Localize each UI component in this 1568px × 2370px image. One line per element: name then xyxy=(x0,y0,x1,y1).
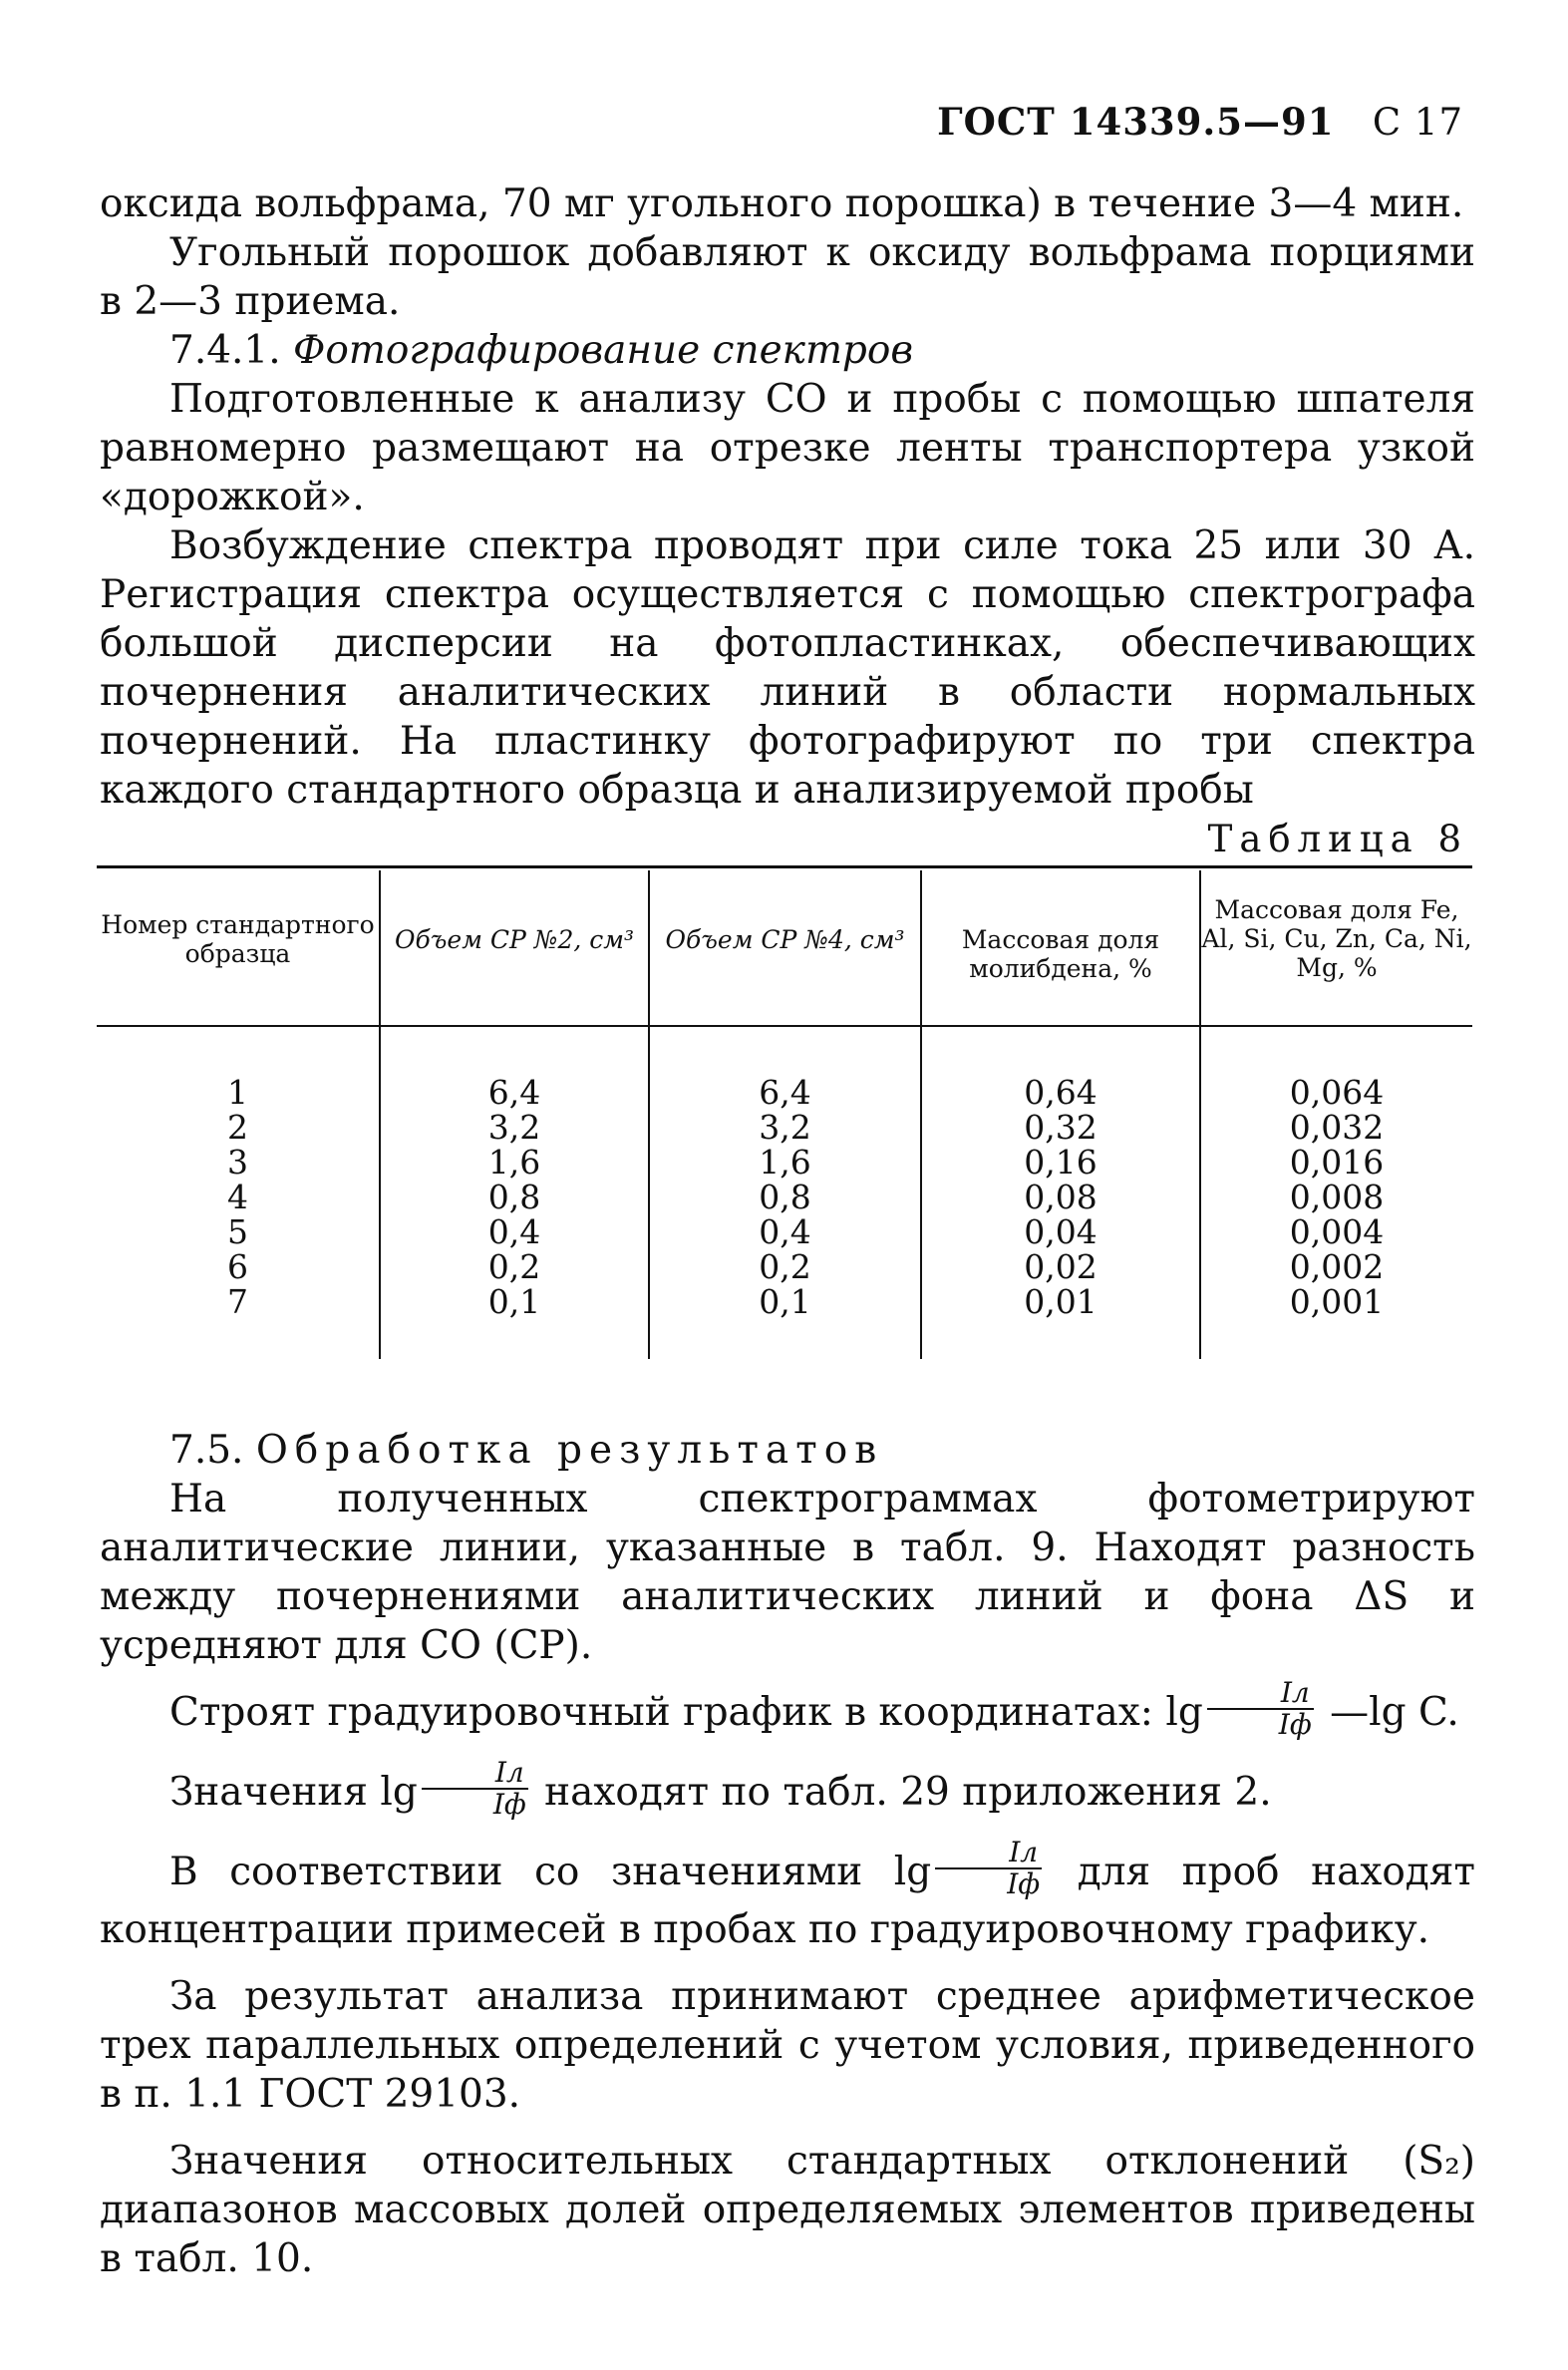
log-label: lg xyxy=(1165,1690,1203,1735)
table-cell: 0,016 xyxy=(1289,1143,1385,1182)
table-cell: 0,2 xyxy=(487,1247,541,1286)
denominator: Iф xyxy=(1278,1708,1312,1741)
section-7-4-1-heading xyxy=(100,326,1475,375)
paragraph: Возбуждение спектра проводят при силе тока 25 или 30 А. Регистрация спектра осуществляется с помощью спектрографа большой дисперсии на фотопластинках, обеспечивающих почернения аналитических линий в области нормальных почернений. На пластинку фотографируют по три спектра каждого стандартного образца и анализируемой пробы xyxy=(100,523,1475,813)
intensity-ratio xyxy=(1207,1678,1314,1740)
formula-intro: В соответствии со значениями xyxy=(169,1850,863,1894)
denominator: Iф xyxy=(492,1788,526,1821)
numerator: Iл xyxy=(1207,1678,1314,1710)
page-header xyxy=(937,100,1463,144)
table-cell: 5 xyxy=(227,1212,248,1251)
table-cell: 3,2 xyxy=(759,1108,811,1147)
intensity-ratio xyxy=(422,1758,528,1820)
table-cell: 4 xyxy=(227,1178,248,1216)
table-cell: 0,4 xyxy=(487,1212,541,1251)
table-cell: 6,4 xyxy=(487,1073,541,1112)
table-cell: 2 xyxy=(227,1108,248,1147)
table-cell: 0,4 xyxy=(759,1212,811,1251)
table-cell: 0,8 xyxy=(487,1178,541,1216)
formula-tail: находят по табл. 29 приложения 2. xyxy=(544,1770,1272,1815)
table-cell: 0,064 xyxy=(1289,1073,1385,1112)
paragraph: На полученных спектрограммах фотометрируют аналитические линии, указанные в табл. 9. Находят разность между почернениями аналитических линий и фона ΔS и усредняют для СО (СР). xyxy=(100,1477,1475,1668)
table-cell: 0,02 xyxy=(1024,1247,1098,1286)
log-label: lg xyxy=(893,1850,932,1894)
table-cell: 0,002 xyxy=(1289,1247,1385,1286)
table-cell: 0,1 xyxy=(759,1282,811,1321)
section-number: 7.4.1. xyxy=(169,328,281,373)
formula-paragraph xyxy=(100,1836,1475,1954)
table-cell: 0,008 xyxy=(1289,1178,1385,1216)
section-7-5 xyxy=(100,1426,1475,2283)
paragraph: Значения относительных стандартных отклонений (S₂) диапазонов массовых долей определяемых элементов приведены в табл. 10. xyxy=(100,2139,1475,2281)
column-header: Массовая доля молибдена, % xyxy=(961,925,1160,983)
page-number: С 17 xyxy=(1372,101,1463,144)
intro-paragraph: Угольный порошок добавляют к оксиду вольфрама порциями в 2—3 приема. xyxy=(100,230,1475,324)
table-column xyxy=(1201,1075,1472,1319)
table-column xyxy=(922,1075,1199,1319)
column-header: Номер стандартного образца xyxy=(101,910,375,968)
table-cell: 1,6 xyxy=(487,1143,541,1182)
section-number: 7.5. xyxy=(169,1428,244,1473)
table-cell: 0,032 xyxy=(1289,1108,1385,1147)
column-header: Объем СР №2, см³ xyxy=(395,925,634,954)
table-cell: 0,32 xyxy=(1024,1108,1098,1147)
formula-tail: для проб находят концентрации примесей в пробах по градуировочному графику. xyxy=(100,1850,1475,1952)
table-cell: 0,64 xyxy=(1024,1073,1098,1112)
formula-paragraph xyxy=(100,1676,1475,1746)
table-top-rule xyxy=(97,865,1472,868)
section-title: Обработка результатов xyxy=(255,1428,884,1473)
table-cell: 0,1 xyxy=(487,1282,541,1321)
intro-text xyxy=(100,179,1475,815)
table-header-rule xyxy=(97,1025,1472,1027)
table-column xyxy=(381,1075,648,1319)
table-column xyxy=(97,1075,379,1319)
table-cell: 0,16 xyxy=(1024,1143,1098,1182)
table-cell: 0,001 xyxy=(1289,1282,1385,1321)
table-cell: 1 xyxy=(227,1073,248,1112)
formula-intro: Строят градуировочный график в координатах: xyxy=(169,1690,1153,1735)
numerator: Iл xyxy=(935,1838,1042,1869)
table-cell: 0,8 xyxy=(759,1178,811,1216)
intro-line: оксида вольфрама, 70 мг угольного порошка) в течение 3—4 мин. xyxy=(100,181,1464,226)
table-cell: 0,2 xyxy=(759,1247,811,1286)
log-label: lg xyxy=(380,1770,418,1815)
denominator: Iф xyxy=(1007,1867,1041,1900)
table-cell: 1,6 xyxy=(759,1143,811,1182)
table-cell: 0,04 xyxy=(1024,1212,1098,1251)
table-cell: 3 xyxy=(227,1143,248,1182)
formula-tail: —lg C. xyxy=(1330,1690,1459,1735)
table-cell: 0,08 xyxy=(1024,1178,1098,1216)
table-cell: 6,4 xyxy=(759,1073,811,1112)
standard-number: ГОСТ 14339.5—91 xyxy=(937,100,1335,144)
table-cell: 0,004 xyxy=(1289,1212,1385,1251)
table-cell: 0,01 xyxy=(1024,1282,1098,1321)
table-cell: 6 xyxy=(227,1247,248,1286)
column-header: Массовая доля Fe, Al, Si, Cu, Zn, Ca, Ni, Mg, % xyxy=(1201,895,1472,982)
table-8 xyxy=(97,865,1472,1364)
table-cell: 7 xyxy=(227,1282,248,1321)
formula-intro: Значения xyxy=(169,1770,368,1815)
column-header: Объем СР №4, см³ xyxy=(665,925,905,954)
intensity-ratio xyxy=(935,1838,1042,1899)
table-column xyxy=(650,1075,920,1319)
paragraph: За результат анализа принимают среднее арифметическое трех параллельных определений с учетом условия, приведенного в п. 1.1 ГОСТ 29103. xyxy=(100,1974,1475,2117)
paragraph: Подготовленные к анализу СО и пробы с помощью шпателя равномерно размещают на отрезке ленты транспортера узкой «дорожкой». xyxy=(100,377,1475,519)
section-title: Фотографирование спектров xyxy=(293,328,914,373)
table-cell: 3,2 xyxy=(487,1108,541,1147)
table-caption: Таблица 8 xyxy=(1207,818,1468,860)
formula-paragraph xyxy=(100,1756,1475,1826)
section-7-5-heading xyxy=(100,1426,1475,1475)
numerator: Iл xyxy=(422,1758,528,1790)
